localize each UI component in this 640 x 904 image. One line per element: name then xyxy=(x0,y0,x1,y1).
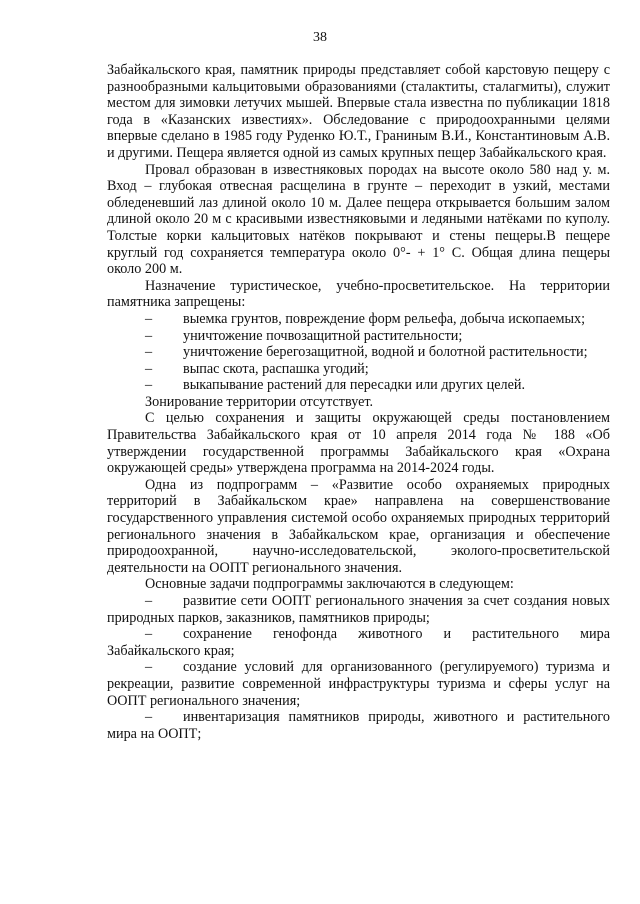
dash-marker: – xyxy=(145,626,153,643)
list-item xyxy=(107,626,610,659)
list-item xyxy=(107,328,610,345)
list-item xyxy=(107,361,610,378)
paragraph: Зонирование территории отсутствует. xyxy=(145,393,374,410)
list-item-text: выемка грунтов, повреждение форм рельефа, добыча ископаемых; xyxy=(183,310,586,327)
dash-marker: – xyxy=(145,344,153,361)
list-item-text: выпас скота, распашка угодий; xyxy=(183,360,369,377)
paragraph: С целью сохранения и защиты окружающей среды постановлением Правительства Забайкальского края от 10 апреля 2014 года № 188 «Об утверждении государственной программы Забайкальского края «Охрана окружающей среды» утверждена программа на 2014-2024 годы. xyxy=(107,410,610,477)
dash-marker: – xyxy=(145,327,153,344)
dash-marker: – xyxy=(145,593,153,609)
list-item xyxy=(107,344,610,361)
list-item-text: уничтожение берегозащитной, водной и болотной растительности; xyxy=(183,344,588,361)
list-item xyxy=(107,709,610,742)
list-item-text: сохранение генофонда животного и растительного мира Забайкальского края; xyxy=(107,626,610,659)
dash-marker: – xyxy=(145,659,153,676)
list-item xyxy=(107,659,610,709)
dash-marker: – xyxy=(145,310,153,327)
list-item xyxy=(107,593,610,626)
dash-marker: – xyxy=(145,360,153,377)
paragraph: Провал образован в известняковых породах на высоте около 580 над у. м. Вход – глубокая отвесная расщелина в грунте – переходит в узкий, местами обледеневший лаз длиной около 10 м. Далее пещера открывается большим залом длиной около 20 м с красивыми известняковыми и ледяными натёками по куполу. Толстые корки кальцитовых натёков покрывают и стены пещеры.В пещере круглый год сохраняется температура около 0°- + 1° С. Общая длина пещеры около 200 м. xyxy=(107,161,610,278)
list-item-text: выкапывание растений для пересадки или других целей. xyxy=(183,377,526,394)
list-item-text: инвентаризация памятников природы, животного и растительного мира на ООПТ; xyxy=(107,709,610,742)
list-item-text: развитие сети ООПТ регионального значения за счет создания новых природных парков, заказников, памятников природы; xyxy=(107,593,610,626)
list-item-text: уничтожение почвозащитной растительности; xyxy=(183,327,463,344)
list-item-text: создание условий для организованного (регулируемого) туризма и рекреации, развитие современной инфраструктуры туризма и сферы услуг на ООПТ регионального значения; xyxy=(107,659,610,709)
paragraph: Назначение туристическое, учебно-просветительское. На территории памятника запрещены: xyxy=(107,277,610,311)
document-body xyxy=(107,62,610,742)
paragraph: Забайкальского края, памятник природы представляет собой карстовую пещеру с разнообразными кальцитовыми образованиями (сталактиты, сталагмиты), служит местом для зимовки летучих мышей. Впервые стала известна по публикации 1818 года в «Казанских известиях». Обследование с природоохранными целями впервые сделано в 1985 году Руденко Ю.Т., Граниным В.И., Константиновым А.В. и другими. Пещера является одной из самых крупных пещер Забайкальского края. xyxy=(107,62,610,161)
paragraph: Основные задачи подпрограммы заключаются в следующем: xyxy=(145,576,514,593)
paragraph: Одна из подпрограмм – «Развитие особо охраняемых природных территорий в Забайкальском крае» направлена на совершенствование государственного управления системой особо охраняемых природных территорий регионального значения в Забайкальском крае, организация и обеспечение природоохранной, научно-исследовательской, эколого-просветительской деятельности на ООПТ регионального значения. xyxy=(107,476,610,576)
dash-marker: – xyxy=(145,709,153,726)
list-item xyxy=(107,311,610,328)
page-number: 38 xyxy=(313,30,327,45)
dash-marker: – xyxy=(145,377,153,394)
list-item xyxy=(107,377,610,394)
